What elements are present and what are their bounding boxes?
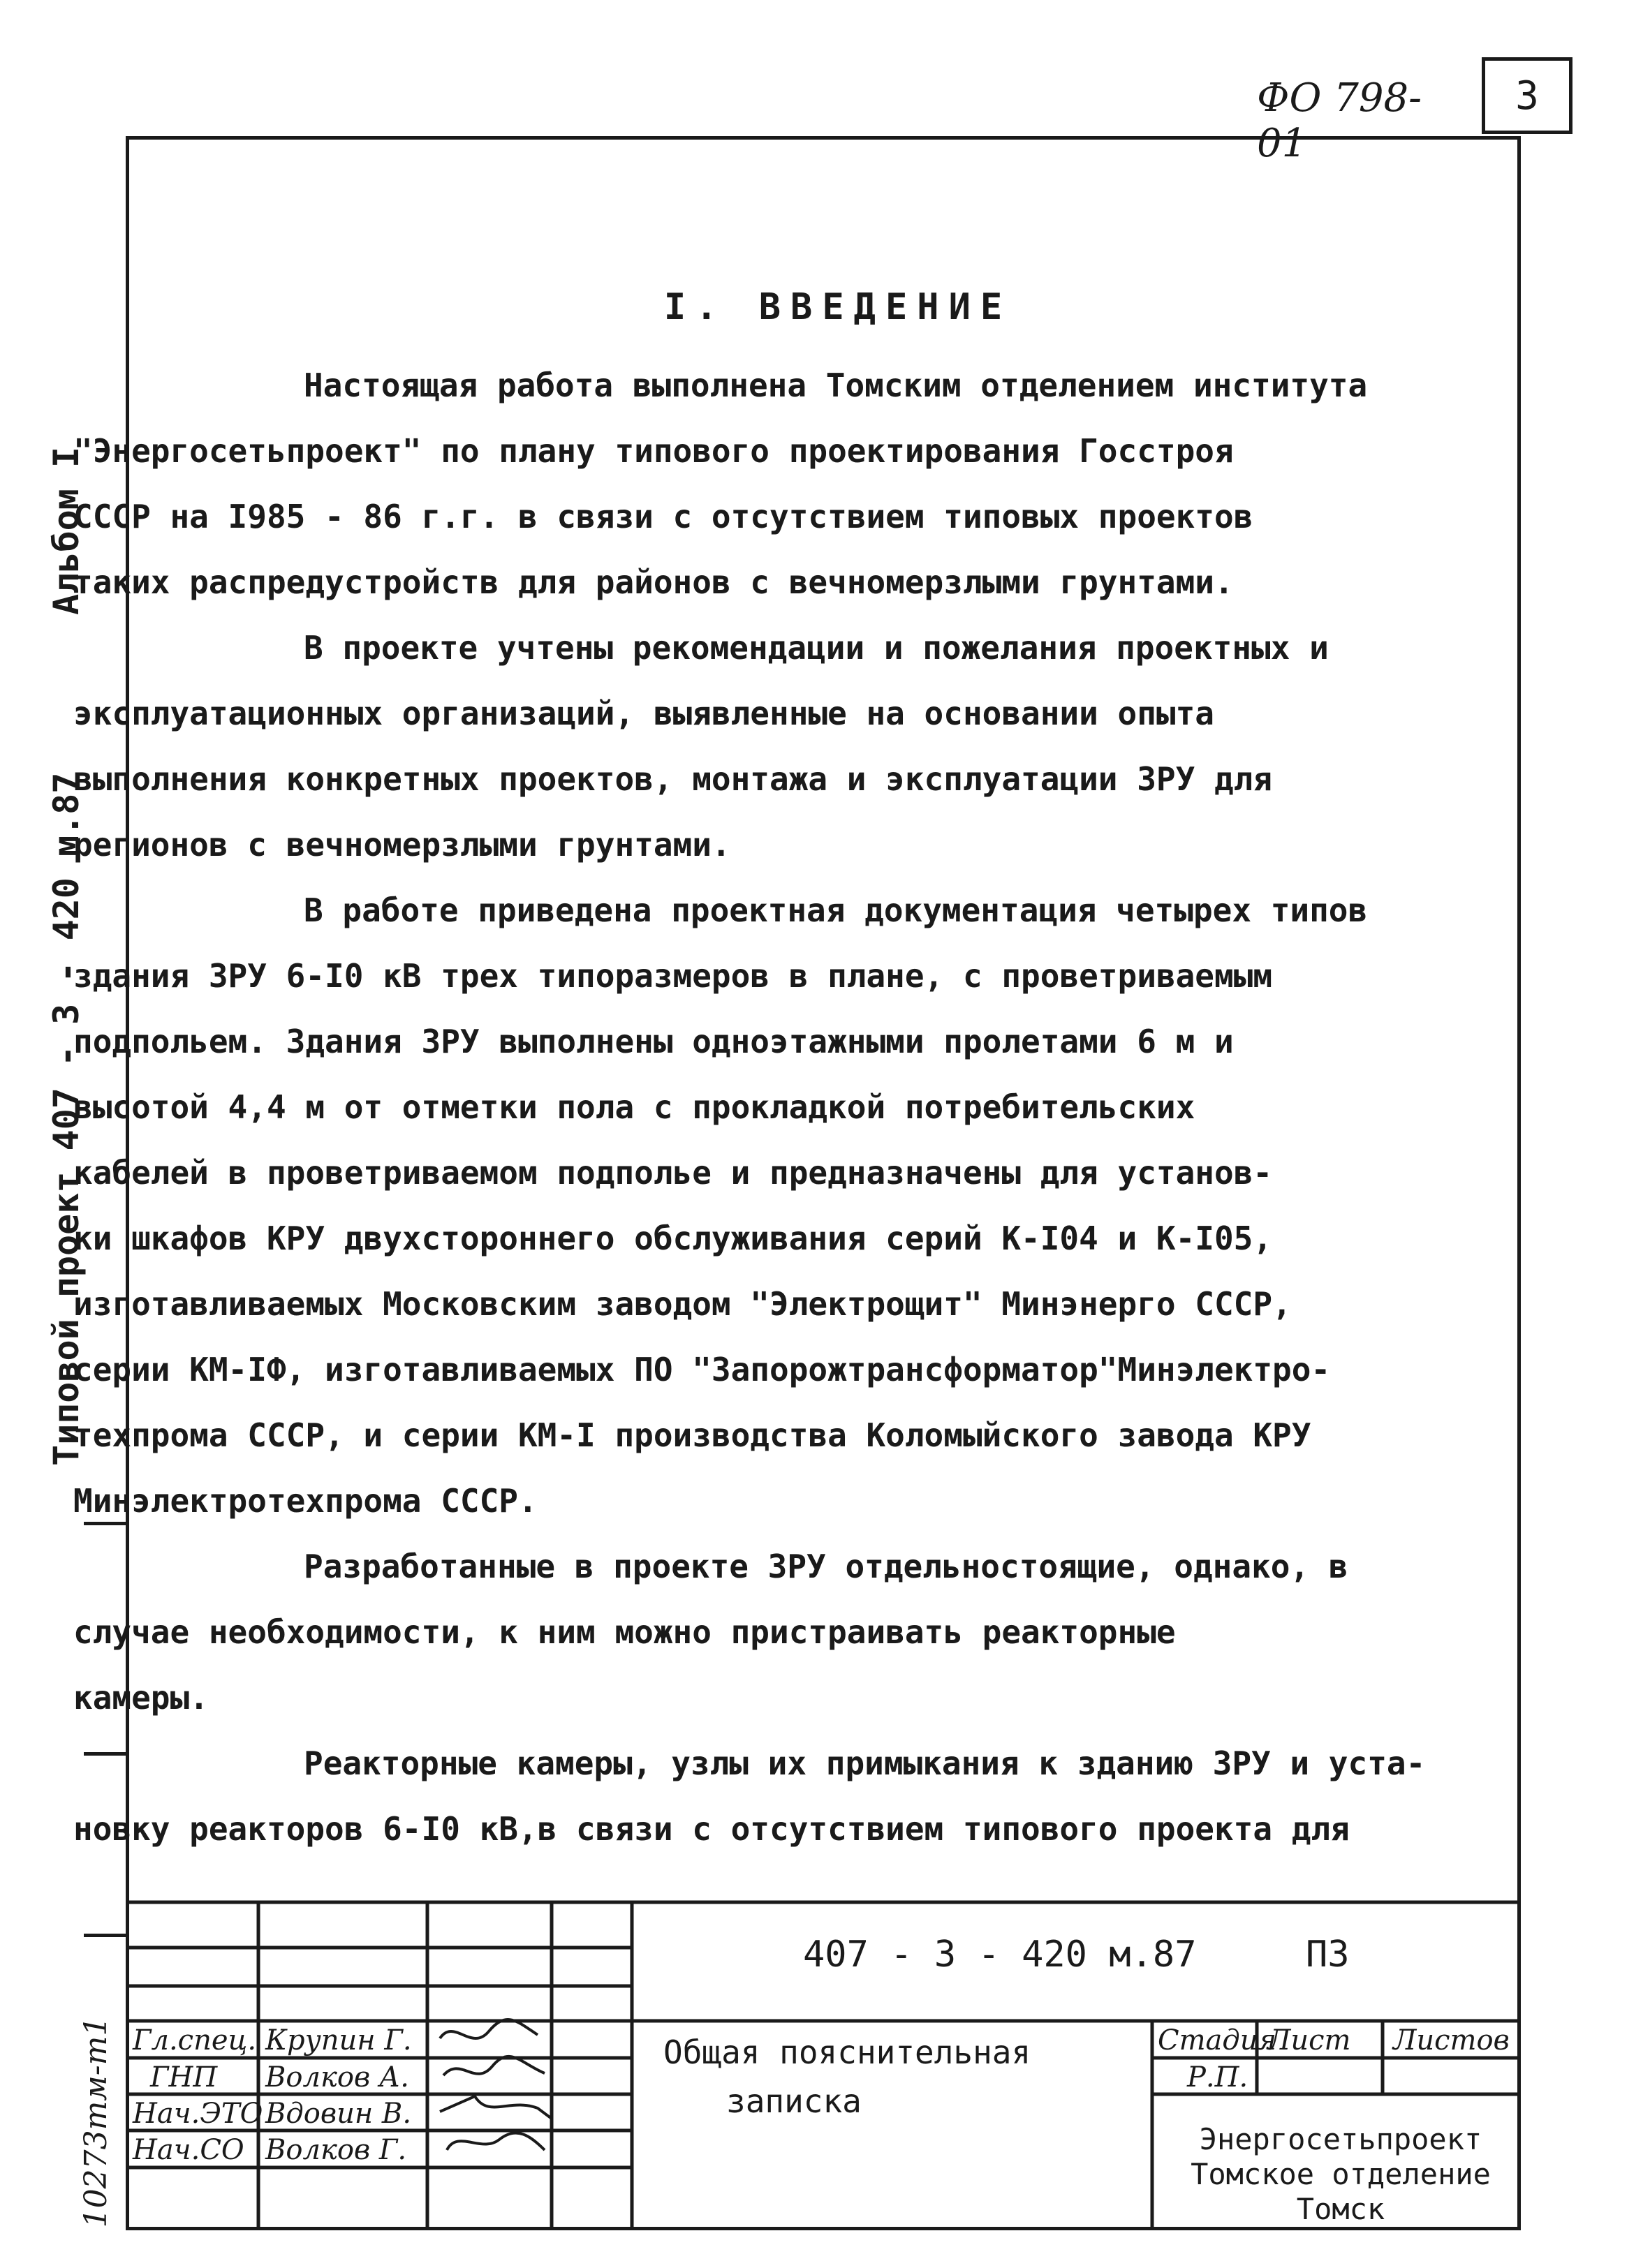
signature-scribble: [440, 2096, 552, 2119]
signer-name: Вдовин В.: [265, 2098, 412, 2130]
signer-role: ГНП: [150, 2061, 218, 2093]
organization-name: Энергосетьпроект: [1199, 2122, 1482, 2156]
sheet-number: 3: [1515, 73, 1539, 119]
document-code-handwritten: ФО 798-01: [1257, 75, 1422, 166]
side-stamp-album: Альбом I: [46, 447, 87, 615]
paragraph: Реакторные камеры, узлы их примыкания к зданию ЗРУ и уста- новку реакторов 6-I0 кВ,в связи с отсутствием типового проекта для: [73, 1744, 1426, 1848]
paragraph: В проекте учтены рекомендации и пожелания проектных и эксплуатационных организаций, выявленные на основании опыта выполнения конкретных проектов, монтажа и эксплуатации ЗРУ для регионов с вечномерзлыми грунтами.: [73, 629, 1329, 864]
side-stamp-project: Типовой проект 407 - 3 - 420 м.87: [46, 772, 87, 1466]
signer-name: Волков А.: [265, 2061, 409, 2093]
sheets-label: Листов: [1393, 2024, 1510, 2056]
inventory-number: 10273тм-т1: [78, 2016, 114, 2228]
signature-scribble: [443, 2056, 545, 2075]
sheet-label: Лист: [1267, 2024, 1351, 2056]
document-title-line: Общая пояснительная: [663, 2033, 1031, 2071]
paragraph: В работе приведена проектная документация четырех типов здания ЗРУ 6-I0 кВ трех типоразмеров в плане, с проветриваемым подпольем. Здания ЗРУ выполнены одноэтажными пролетами 6 м и высотой 4,4 м от отметки пола с прокладкой потребительских кабелей в проветриваемом подполье и предназначены для установ- ки шкафов КРУ двухстороннего обслуживания серий К-I04 и К-I05, изготавливаемых Московским заводом "Электрощит" Минэнерго СССР, серии КМ-IФ, изготавливаемых ПО "Запорожтрансформатор"Минэлектро- техпрома СССР, и серии КМ-I производства Коломыйского завода КРУ Минэлектротехпрома СССР.: [73, 891, 1368, 1520]
signer-role: Нач.СО: [133, 2134, 244, 2166]
document-title: [663, 2028, 1031, 2126]
signatures: [433, 2014, 552, 2171]
stage-label: Стадия: [1158, 2024, 1276, 2056]
section-title: I. ВВЕДЕНИЕ: [663, 286, 1012, 328]
paragraph: Настоящая работа выполнена Томским отделением института "Энергосетьпроект" по плану типового проектирования Госстроя СССР на I985 - 86 г.г. в связи с отсутствием типовых проектов таких распредустройств для районов с вечномерзлыми грунтами.: [73, 366, 1368, 601]
organization-branch: Томское отделение: [1191, 2157, 1491, 2191]
document-code: 407 - 3 - 420 м.87: [803, 1934, 1197, 1976]
organization-block: [1159, 2122, 1522, 2227]
signer-name: Волков Г.: [265, 2134, 407, 2166]
signature-scribble: [440, 2019, 538, 2038]
signer-name: Крупин Г.: [265, 2024, 412, 2056]
document-title-line: записка: [726, 2082, 862, 2120]
stage-value: Р.П.: [1187, 2061, 1248, 2093]
paragraph: Разработанные в проекте ЗРУ отдельностоящие, однако, в случае необходимости, к ним можно пристраивать реакторные камеры.: [73, 1548, 1348, 1717]
signer-role: Нач.ЭТО: [133, 2098, 263, 2130]
signature-scribble: [447, 2133, 545, 2150]
organization-city: Томск: [1296, 2192, 1385, 2226]
document-mark: ПЗ: [1306, 1934, 1350, 1976]
signer-role: Гл.спец.: [133, 2024, 257, 2056]
